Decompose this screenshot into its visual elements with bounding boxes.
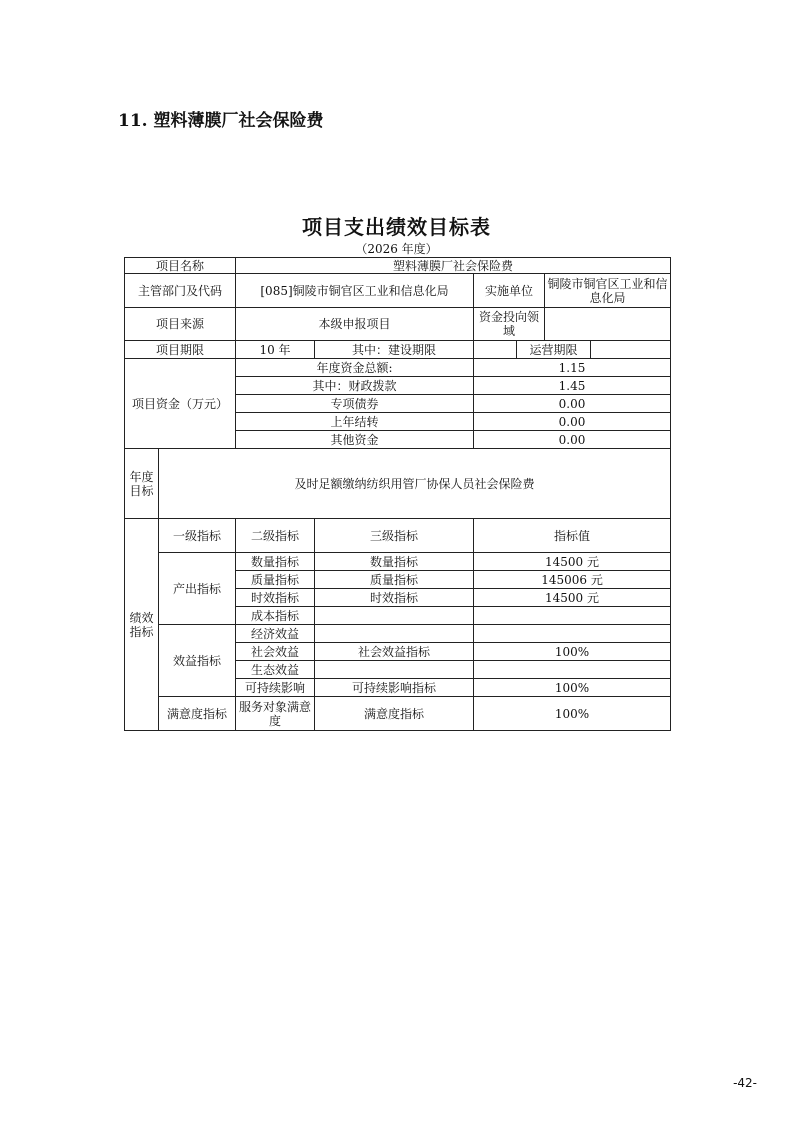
- fund-value: 0.00: [474, 395, 671, 413]
- fund-label: 年度资金总额:: [236, 359, 474, 377]
- value-period: 10 年: [236, 341, 315, 359]
- perf-l2: 质量指标: [236, 571, 315, 589]
- perf-l3: 质量指标: [315, 571, 474, 589]
- perf-l3: [315, 607, 474, 625]
- group-output: 产出指标: [159, 553, 236, 625]
- header-level2: 二级指标: [236, 519, 315, 553]
- fund-value: 0.00: [474, 431, 671, 449]
- row-fund-0: [125, 359, 671, 377]
- perf-value: 100%: [474, 679, 671, 697]
- row-project-name: [125, 258, 671, 274]
- row-annual-goal: [125, 449, 671, 519]
- value-dept: [085]铜陵市铜官区工业和信息化局: [236, 274, 474, 308]
- label-project-name: 项目名称: [125, 258, 236, 274]
- perf-value: [474, 607, 671, 625]
- label-funds: 项目资金（万元）: [125, 359, 236, 449]
- value-impl-unit: 铜陵市铜官区工业和信息化局: [545, 274, 671, 308]
- header-value: 指标值: [474, 519, 671, 553]
- perf-l2: 经济效益: [236, 625, 315, 643]
- fund-label: 上年结转: [236, 413, 474, 431]
- perf-l3: 可持续影响指标: [315, 679, 474, 697]
- perf-value: [474, 625, 671, 643]
- perf-row: [125, 697, 671, 731]
- perf-l3: [315, 661, 474, 679]
- group-benefit: 效益指标: [159, 625, 236, 697]
- performance-target-table: [124, 257, 671, 731]
- label-source: 项目来源: [125, 308, 236, 341]
- perf-l3: 社会效益指标: [315, 643, 474, 661]
- fund-label: 其他资金: [236, 431, 474, 449]
- year-note: （2026 年度）: [355, 242, 438, 256]
- perf-l2: 服务对象满意度: [236, 697, 315, 731]
- value-source: 本级申报项目: [236, 308, 474, 341]
- perf-value: 14500 元: [474, 589, 671, 607]
- perf-l2: 时效指标: [236, 589, 315, 607]
- label-impl-unit: 实施单位: [474, 274, 545, 308]
- section-heading: 11. 塑料薄膜厂社会保险费: [118, 111, 324, 131]
- perf-l2: 数量指标: [236, 553, 315, 571]
- label-period: 项目期限: [125, 341, 236, 359]
- perf-l3: 时效指标: [315, 589, 474, 607]
- value-ops-period: [591, 341, 671, 359]
- fund-value: 0.00: [474, 413, 671, 431]
- value-build-period: [474, 341, 517, 359]
- perf-l3: 数量指标: [315, 553, 474, 571]
- label-perf: 绩效指标: [125, 519, 159, 731]
- fund-value: 1.45: [474, 377, 671, 395]
- label-build-period: 其中：建设期限: [315, 341, 474, 359]
- group-satisfaction: 满意度指标: [159, 697, 236, 731]
- value-fund-direction: [545, 308, 671, 341]
- fund-label: 专项债券: [236, 395, 474, 413]
- label-annual-goal: 年度目标: [125, 449, 159, 519]
- perf-l3: 满意度指标: [315, 697, 474, 731]
- perf-l2: 生态效益: [236, 661, 315, 679]
- fund-label: 其中：财政拨款: [236, 377, 474, 395]
- perf-l3: [315, 625, 474, 643]
- header-level1: 一级指标: [159, 519, 236, 553]
- value-annual-goal: 及时足额缴纳纺织用管厂协保人员社会保险费: [159, 449, 671, 519]
- row-perf-header: [125, 519, 671, 553]
- perf-value: 14500 元: [474, 553, 671, 571]
- perf-value: 100%: [474, 697, 671, 731]
- label-fund-direction: 资金投向领域: [474, 308, 545, 341]
- row-source: [125, 308, 671, 341]
- label-ops-period: 运营期限: [517, 341, 591, 359]
- header-level3: 三级指标: [315, 519, 474, 553]
- perf-value: 145006 元: [474, 571, 671, 589]
- label-dept: 主管部门及代码: [125, 274, 236, 308]
- perf-l2: 成本指标: [236, 607, 315, 625]
- row-period: [125, 341, 671, 359]
- value-project-name: 塑料薄膜厂社会保险费: [236, 258, 671, 274]
- perf-value: 100%: [474, 643, 671, 661]
- perf-row: [125, 553, 671, 571]
- page-number: -42-: [733, 1076, 757, 1090]
- perf-l2: 社会效益: [236, 643, 315, 661]
- table-title: 项目支出绩效目标表: [302, 215, 491, 239]
- perf-value: [474, 661, 671, 679]
- perf-l2: 可持续影响: [236, 679, 315, 697]
- fund-value: 1.15: [474, 359, 671, 377]
- perf-row: [125, 625, 671, 643]
- row-dept: [125, 274, 671, 308]
